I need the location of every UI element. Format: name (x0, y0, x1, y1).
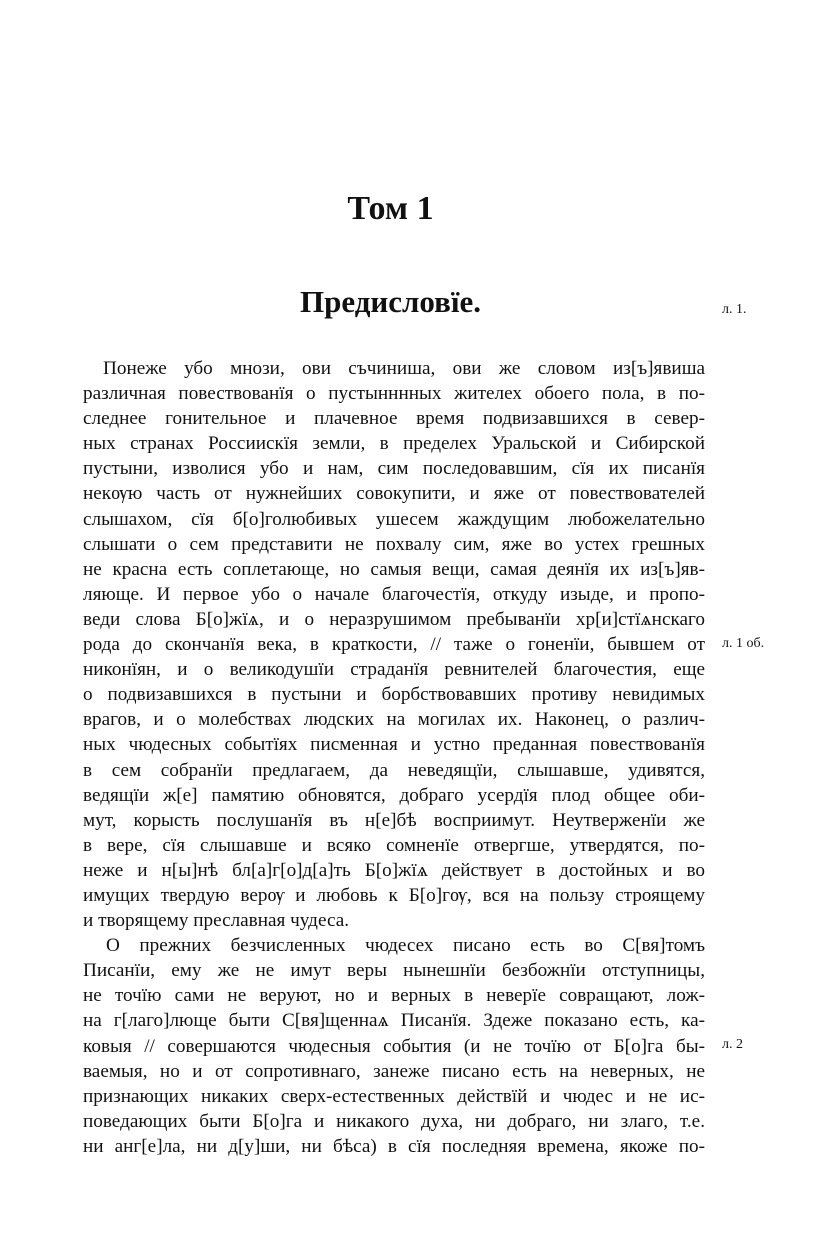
text-line: пустыни, изволися убо и нам, сим последовавшим, сїя их писанїя (83, 458, 705, 480)
text-line: ковыя // совершаются чюдесныя события (и не точїю от Б[о]га бы- (83, 1035, 705, 1057)
body-text (83, 356, 705, 1159)
paragraph (83, 933, 705, 1159)
text-line: и творящему преславная чудеса. (83, 910, 350, 932)
text-line: в сем собранїи предлагаем, да неведящїи, слышавше, удивятся, (83, 759, 705, 781)
text-line: признающих никаких сверх-естественных действїй и чюдес и не ис- (83, 1085, 705, 1107)
volume-title: Том 1 (347, 190, 434, 227)
text-line: следнее гонительное и плачевное время подвизавшихся в север- (83, 408, 705, 430)
text-line: ных странах Россиискїя земли, в пределех Уральской и Сибирской (83, 433, 705, 455)
text-line: О прежних безчисленных чюдесех писано есть во С[вя]томъ (106, 935, 705, 957)
text-line: о подвизавшихся в пустыни и борбствовавших противу невидимых (83, 684, 705, 706)
paragraph (83, 356, 705, 933)
text-line: никонїян, и о великодушїи страданїя ревнителей благочестия, еще (83, 659, 705, 681)
text-line: Писанїи, ему же не имут веры нынешнїи безбожнїи отступницы, (83, 960, 705, 982)
text-line: мут, корысть послушанїя въ н[е]бѣ восприимут. Неутверженїи же (83, 809, 705, 831)
margin-note-folio-2: л. 2 (722, 1037, 743, 1052)
margin-note-folio-1-verso: л. 1 об. (722, 636, 765, 651)
text-line: не точїю сами не веруют, но и верных в неверїе совращают, лож- (83, 985, 705, 1007)
text-line: ных чюдесных событїях писменная и устно преданная повествованїя (83, 734, 705, 756)
text-line: Понеже убо мнози, ови съчиниша, ови же словом из[ъ]явиша (103, 358, 705, 379)
text-line: ведящїи ж[е] памятию обновятся, добраго усердїя плод общее оби- (83, 784, 705, 806)
text-line: в вере, сїя слышавше и всяко сомненїе отвергше, утвердятся, по- (83, 834, 705, 856)
text-line: некѹю часть от нужнейших совокупити, и яже от повествователей (83, 483, 705, 505)
text-line: неже и н[ы]нѣ бл[а]г[о]д[а]ть Б[о]жїѧ действует в достойных и во (83, 859, 705, 881)
text-line: различная повествованїя о пустынннных жителех обоего пола, в по- (83, 383, 705, 405)
text-line: не красна есть соплетающе, но самыя вещи, самая деянїя их из[ъ]яв- (83, 558, 705, 580)
text-line: врагов, и о молебствах людских на могилах их. Наконец, о различ- (83, 709, 705, 731)
text-line: слышати о сем представити не похвалу сим, яже во устех грешных (83, 533, 705, 555)
text-line: на г[лаго]лющe быти С[вя]щеннаѧ Писанїя. Здеже показано есть, ка- (83, 1010, 705, 1032)
text-line: веди слова Б[о]жїѧ, и о неразрушимом пребыванїи хр[и]стїѧнскаго (83, 608, 705, 630)
section-title: Предисловїе. (300, 284, 481, 319)
text-line: рода до скончанїя века, в краткости, // таже о гоненїи, бывшем от (83, 634, 705, 656)
text-line: слышахом, сїя б[о]голюбивых ушесем жаждущим любожелательно (83, 508, 705, 530)
margin-note-folio-1: л. 1. (722, 302, 747, 317)
text-line: имущих твердую верѹ и любовь к Б[о]гѹ, вся на пользу строящему (83, 884, 705, 906)
text-line: поведающих быти Б[о]га и никакого духа, ни добраго, ни злаго, т.е. (83, 1110, 705, 1132)
text-line: ваемыя, но и от сопротивнаго, занеже писано есть на неверных, не (83, 1060, 705, 1082)
text-line: ни анг[е]ла, ни д[у]ши, ни бѣса) в сїя последняя времена, якоже по- (83, 1135, 705, 1157)
text-line: ляюще. И первое убо о начале благочестїя, откуду изыде, и пропо- (83, 583, 705, 605)
